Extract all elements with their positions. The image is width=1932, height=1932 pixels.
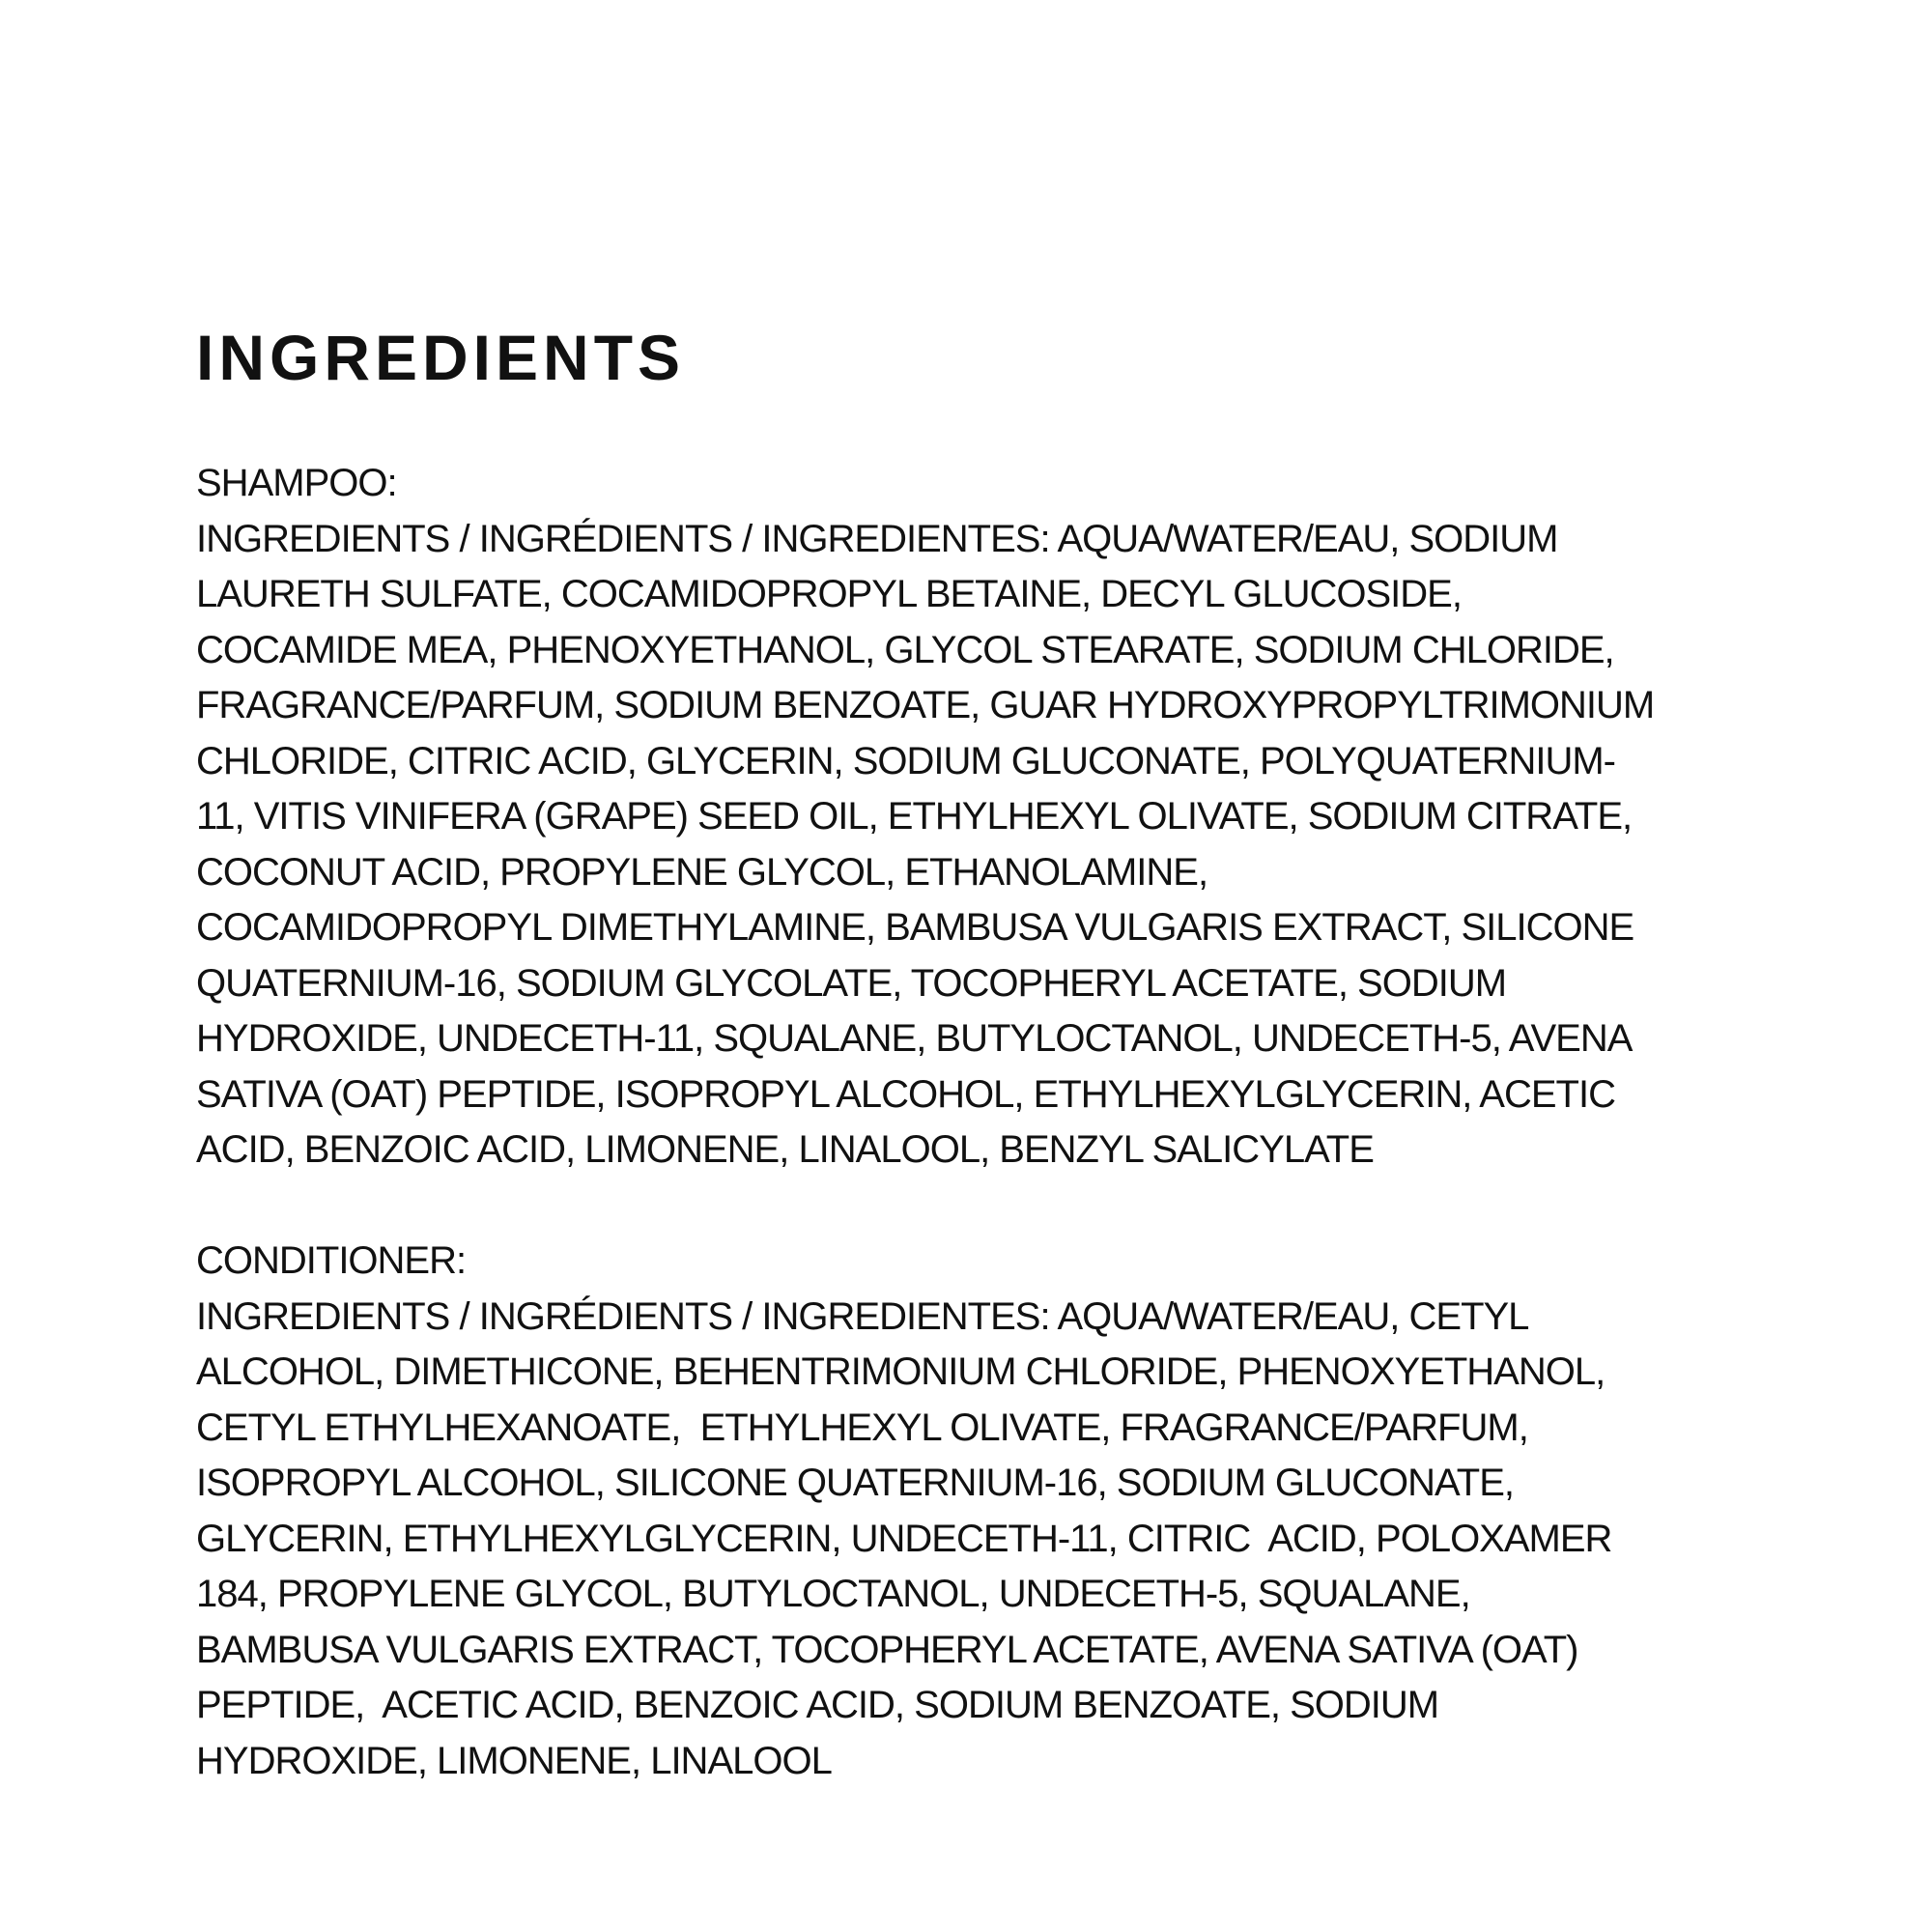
conditioner-ingredient-line: INGREDIENTS / INGRÉDIENTS / INGREDIENTES: AQUA/WATER/EAU, CETYL (196, 1294, 1529, 1338)
conditioner-ingredient-line: HYDROXIDE, LIMONENE, LINALOOL (196, 1739, 832, 1782)
conditioner-ingredient-line: 184, PROPYLENE GLYCOL, BUTYLOCTANOL, UNDECETH-5, SQUALANE, (196, 1573, 1470, 1615)
shampoo-ingredient-line: 11, VITIS VINIFERA (GRAPE) SEED OIL, ETHYLHEXYL OLIVATE, SODIUM CITRATE, (196, 795, 1633, 838)
conditioner-ingredient-line: ALCOHOL, DIMETHICONE, BEHENTRIMONIUM CHLORIDE, PHENOXYETHANOL, (196, 1350, 1605, 1393)
conditioner-heading: CONDITIONER: (196, 1239, 467, 1282)
page-title: INGREDIENTS (196, 322, 686, 393)
shampoo-ingredient-line: INGREDIENTS / INGRÉDIENTS / INGREDIENTES: AQUA/WATER/EAU, SODIUM (196, 517, 1558, 560)
conditioner-section (196, 1234, 1611, 1789)
shampoo-ingredient-line: HYDROXIDE, UNDECETH-11, SQUALANE, BUTYLOCTANOL, UNDECETH-5, AVENA (196, 1017, 1633, 1060)
shampoo-ingredient-line: COCAMIDOPROPYL DIMETHYLAMINE, BAMBUSA VULGARIS EXTRACT, SILICONE (196, 906, 1634, 949)
shampoo-ingredient-line: COCONUT ACID, PROPYLENE GLYCOL, ETHANOLAMINE, (196, 850, 1208, 894)
shampoo-ingredient-line: QUATERNIUM-16, SODIUM GLYCOLATE, TOCOPHERYL ACETATE, SODIUM (196, 961, 1507, 1005)
shampoo-section (196, 456, 1654, 1179)
conditioner-ingredient-line: BAMBUSA VULGARIS EXTRACT, TOCOPHERYL ACETATE, AVENA SATIVA (OAT) (196, 1628, 1578, 1671)
conditioner-ingredient-line: CETYL ETHYLHEXANOATE, ETHYLHEXYL OLIVATE, FRAGRANCE/PARFUM, (196, 1406, 1528, 1449)
shampoo-ingredient-line: CHLORIDE, CITRIC ACID, GLYCERIN, SODIUM GLUCONATE, POLYQUATERNIUM- (196, 739, 1615, 782)
shampoo-ingredient-line: COCAMIDE MEA, PHENOXYETHANOL, GLYCOL STEARATE, SODIUM CHLORIDE, (196, 628, 1614, 671)
shampoo-heading: SHAMPOO: (196, 462, 397, 504)
shampoo-ingredient-line: LAURETH SULFATE, COCAMIDOPROPYL BETAINE, DECYL GLUCOSIDE, (196, 573, 1462, 615)
shampoo-ingredient-line: FRAGRANCE/PARFUM, SODIUM BENZOATE, GUAR HYDROXYPROPYLTRIMONIUM (196, 684, 1655, 726)
shampoo-ingredient-line: ACID, BENZOIC ACID, LIMONENE, LINALOOL, BENZYL SALICYLATE (196, 1128, 1374, 1171)
conditioner-ingredient-line: ISOPROPYL ALCOHOL, SILICONE QUATERNIUM-16, SODIUM GLUCONATE, (196, 1462, 1514, 1504)
conditioner-ingredient-line: GLYCERIN, ETHYLHEXYLGLYCERIN, UNDECETH-11, CITRIC ACID, POLOXAMER (196, 1517, 1612, 1560)
conditioner-ingredient-line: PEPTIDE, ACETIC ACID, BENZOIC ACID, SODIUM BENZOATE, SODIUM (196, 1684, 1439, 1726)
shampoo-ingredient-line: SATIVA (OAT) PEPTIDE, ISOPROPYL ALCOHOL, ETHYLHEXYLGLYCERIN, ACETIC (196, 1072, 1615, 1116)
